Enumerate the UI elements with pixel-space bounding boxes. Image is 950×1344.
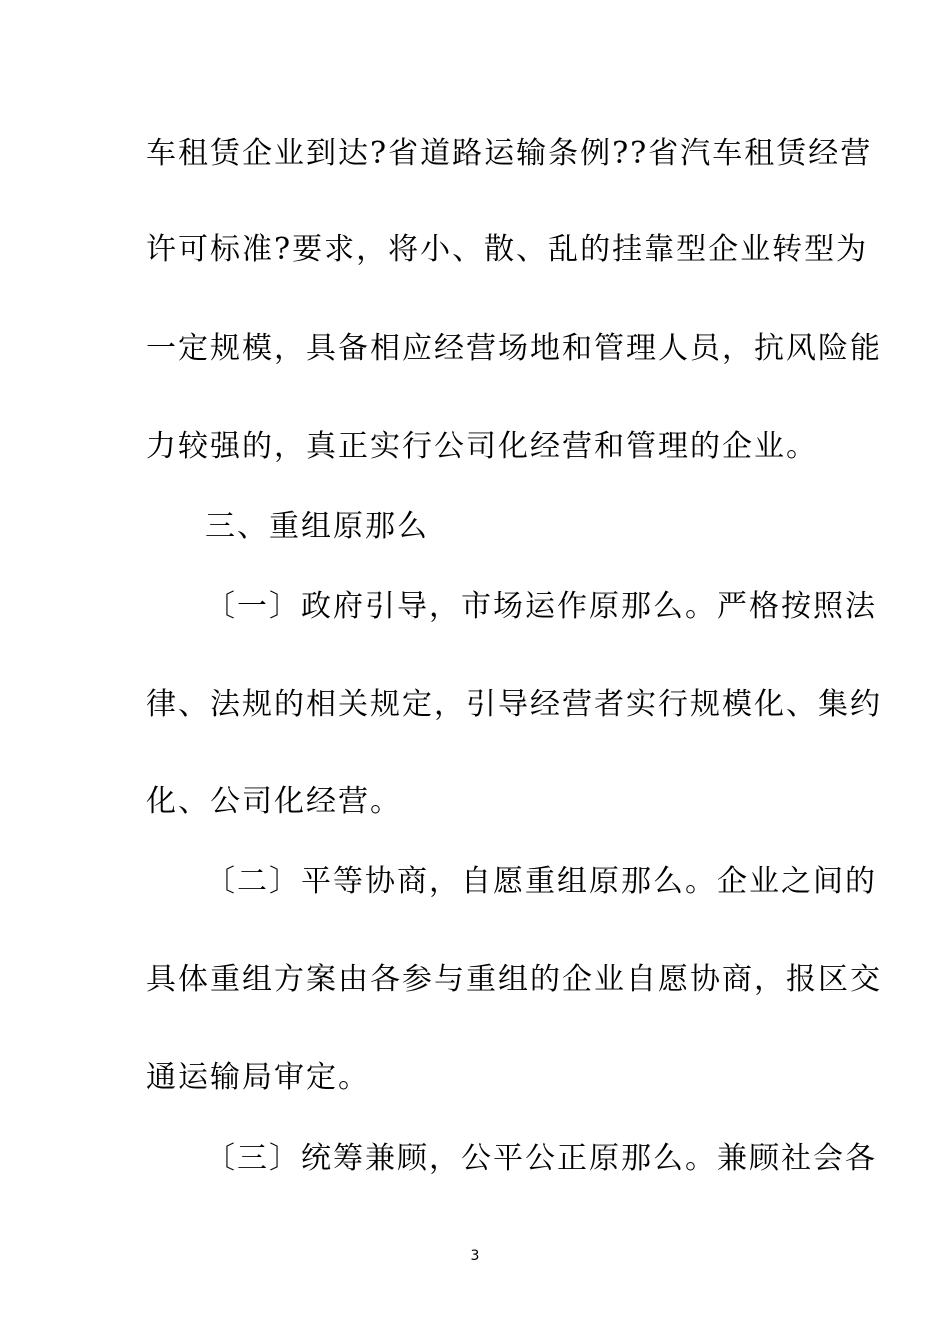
text-line-4: 力较强的，真正实行公司化经营和管理的企业。 xyxy=(146,429,818,464)
text-line-3: 一定规模，具备相应经营场地和管理人员，抗风险能 xyxy=(146,331,882,366)
text-line-1: 车租赁企业到达?省道路运输条例??省汽车租赁经营 xyxy=(146,136,873,171)
text-line-9: 〔二〕平等协商，自愿重组原那么。企业之间的 xyxy=(205,864,877,899)
text-line-8: 化、公司化经营。 xyxy=(146,784,402,819)
text-line-2: 许可标准?要求，将小、散、乱的挂靠型企业转型为 xyxy=(146,232,869,267)
text-line-11: 通运输局审定。 xyxy=(146,1060,370,1095)
text-line-10: 具体重组方案由各参与重组的企业自愿协商，报区交 xyxy=(146,962,882,997)
page-number: 3 xyxy=(470,1248,480,1264)
text-line-12: 〔三〕统筹兼顾，公平公正原那么。兼顾社会各 xyxy=(205,1141,877,1176)
text-line-6: 〔一〕政府引导，市场运作原那么。严格按照法 xyxy=(205,589,877,624)
section-heading: 三、重组原那么 xyxy=(205,509,429,544)
text-line-7: 律、法规的相关规定，引导经营者实行规模化、集约 xyxy=(146,687,882,722)
